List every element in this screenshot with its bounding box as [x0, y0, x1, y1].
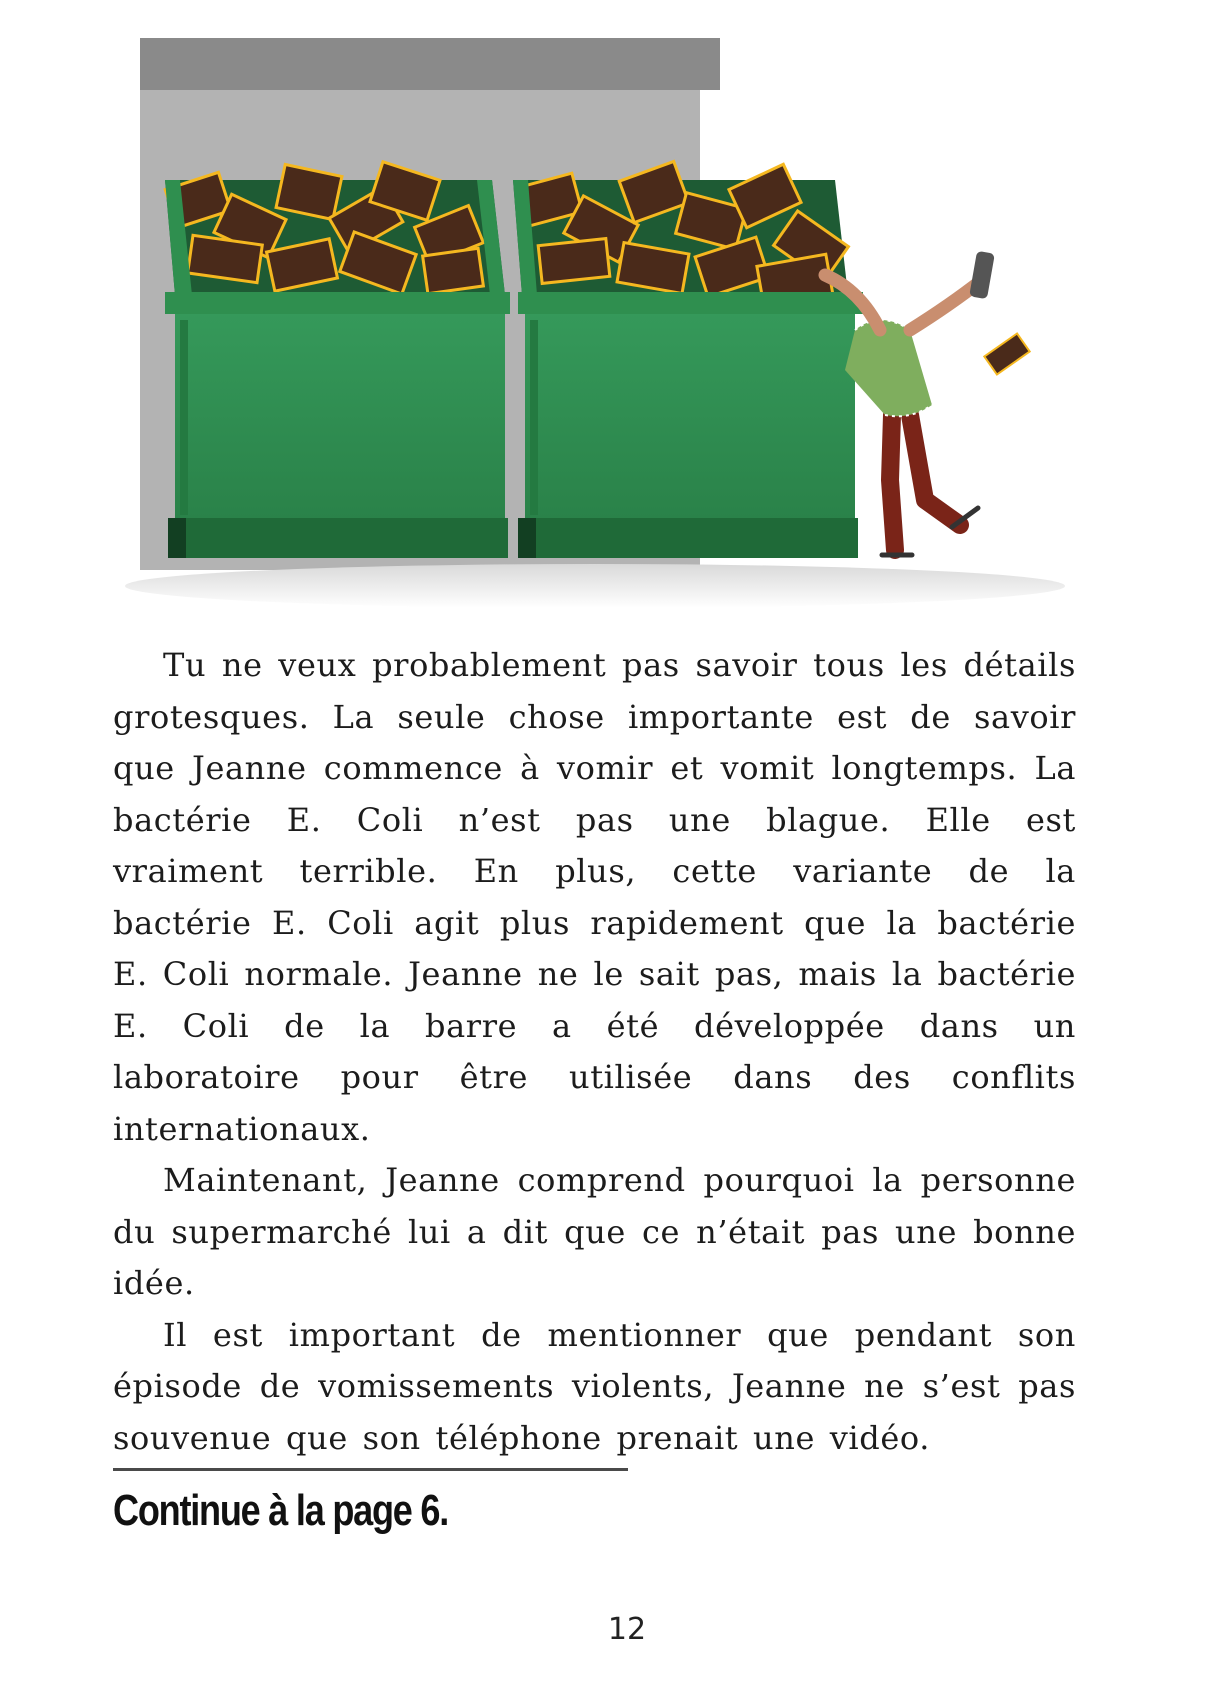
- paragraph: Maintenant, Jeanne comprend pourquoi la personne du supermarché lui a dit que ce n’était pas une bonne idée.: [113, 1161, 1076, 1302]
- falling-chocolate-bar: [984, 334, 1029, 375]
- divider: [113, 1468, 628, 1471]
- dumpster-illustration: [120, 30, 1070, 620]
- person-figure: [825, 251, 1030, 555]
- paragraph: Tu ne veux probablement pas savoir tous les détails grotesques. La seule chose importante est de savoir que Jeanne commence à vomir et vomit longtemps. La bactérie E. Coli n’est pas une blague. Elle est vraiment terrible. En plus, cette variante de la bactérie E. Coli agit plus rapidement que la bactérie E. Coli normale. Jeanne ne le sait pas, mais la bactérie E. Coli de la barre a été développée dans un laboratoire pour être utilisée dans des conflits internationaux.: [113, 646, 1076, 1148]
- continue-link: Continue à la page 6.: [113, 1486, 449, 1535]
- right-dumpster: [513, 161, 863, 558]
- phone-icon: [969, 251, 995, 299]
- paragraph: Il est important de mentionner que pendant son épisode de vomissements violents, Jeanne ne s’est pas souvenue que son téléphone prenait une vidéo.: [113, 1315, 1076, 1457]
- page-number: 12: [607, 1612, 647, 1647]
- story-text: [113, 640, 1076, 1464]
- floor-shadow: [125, 564, 1065, 608]
- left-dumpster: [165, 162, 510, 558]
